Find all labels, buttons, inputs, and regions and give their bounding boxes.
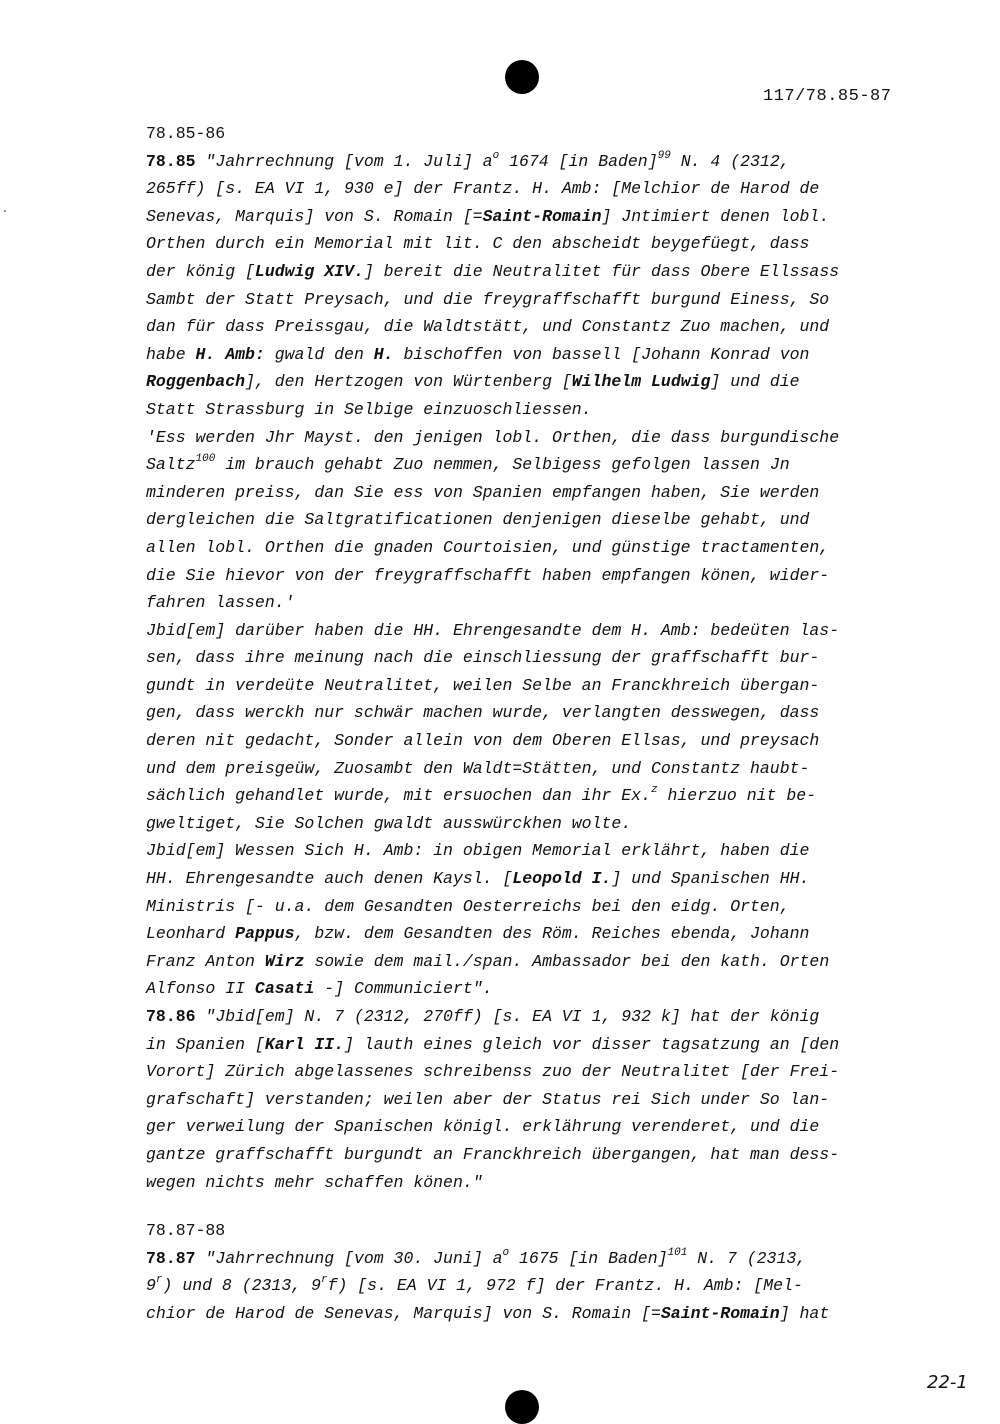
punch-hole-top [505, 60, 539, 94]
name-emphasis: Wilhelm Ludwig [571, 372, 711, 392]
entry-78-85-line-26: Jbid[em] Wessen Sich H. Amb: in obigen Memorial erklährt, haben die [146, 841, 810, 861]
entry-78-85-line-7: dan für dass Preissgau, die Waldtstätt, und Constantz Zuo machen, und [146, 317, 830, 337]
footnote-ref: 99 [657, 149, 671, 162]
section-78-87-88 [146, 1217, 916, 1327]
entry-78-85-line-18: Jbid[em] darüber haben die HH. Ehrengesandte dem H. Amb: bedeüten las- [146, 620, 840, 640]
name-emphasis: Wirz [264, 951, 305, 971]
entry-78-85-line-24: sächlich gehandlet wurde, mit ersuochen dan ihr Ex.$^z$ hierzuo nit be- [146, 784, 817, 806]
entry-78-86-line-7: wegen nichts mehr schaffen könen." [146, 1172, 483, 1192]
name-emphasis: Pappus [235, 924, 295, 944]
entry-78-85-line-30: Franz Anton Wirz sowie dem mail./span. Ambassador bei den kath. Orten [146, 951, 830, 971]
entry-78-85-line-13: minderen preiss, dan Sie ess von Spanien empfangen haben, Sie werden [146, 482, 820, 502]
entry-78-85-line-10: Statt Strassburg in Selbige einzuoschliessen. [146, 399, 592, 419]
entry-78-87-line-3: chior de Harod de Senevas, Marquis] von S. Romain [=Saint-Romain] hat [146, 1303, 830, 1323]
entry-78-85-line-22: deren nit gedacht, Sonder allein von dem Oberen Ellsas, und preysach [146, 731, 820, 751]
name-emphasis: Saint-Romain [660, 1303, 780, 1323]
entry-78-85-line-15: allen lobl. Orthen die gnaden Courtoisien, und günstige tractamenten, [146, 537, 830, 557]
name-emphasis: Leopold I. [512, 869, 612, 889]
handwritten-sheet-number: 22-1 [927, 1372, 968, 1393]
document-reference: 117/78.85-87 [763, 87, 892, 106]
entry-78-87-line-1: 78.87 "Jahrrechnung [vom 30. Juni] $a^o$ 1675 [in Baden]$^{101}$ N. 7 (2313, [146, 1246, 807, 1268]
section-range: 78.87-88 [146, 1221, 226, 1240]
entry-78-86-line-4: grafschaft] verstanden; weilen aber der Status rei Sich under So lan- [146, 1089, 830, 1109]
entry-78-85-line-28: Ministris [- u.a. dem Gesandten Oesterreichs bei den eidg. Orten, [146, 896, 790, 916]
entry-78-85-line-27: HH. Ehrengesandte auch denen Kaysl. [Leopold I.] und Spanischen HH. [146, 869, 810, 889]
entry-78-85-line-25: gweltiget, Sie Solchen gwaldt ausswürckhen wolte. [146, 813, 632, 833]
entry-78-85-line-1: 78.85 "Jahrrechnung [vom 1. Juli] $a^o$ 1674 [in Baden]$^{99}$ N. 4 (2312, [146, 149, 790, 171]
entry-78-85-line-31: Alfonso II Casati -] Communiciert". [146, 979, 493, 999]
entry-78-85-line-9: Roggenbach], den Hertzogen von Würtenberg [Wilhelm Ludwig] und die [146, 372, 800, 392]
scan-speck [4, 210, 6, 212]
name-emphasis: Ludwig XIV. [254, 261, 364, 281]
entry-78-87-line-2: 9$^r$) und 8 (2313, 9$^r$f) [s. EA VI 1, 972 f] der Frantz. H. Amb: [Mel- [146, 1274, 803, 1296]
entry-78-86-line-5: ger verweilung der Spanischen königl. erklährung verenderet, und die [146, 1117, 820, 1137]
punch-hole-bottom [505, 1390, 539, 1424]
section-78-85-86 [146, 120, 916, 1196]
entry-78-85-line-14: dergleichen die Saltgratificationen denjenigen dieselbe gehabt, und [146, 510, 810, 530]
entry-78-85-line-20: gundt in verdeüte Neutralitet, weilen Selbe an Franckhreich übergan- [146, 675, 820, 695]
entry-78-85-line-16: die Sie hievor von der freygraffschafft haben empfangen könen, wider- [146, 565, 830, 585]
entry-78-86-line-6: gantze graffschafft burgundt an Franckhreich übergangen, hat man dess- [146, 1144, 840, 1164]
entry-78-86-line-3: Vorort] Zürich abgelassenes schreibenss zuo der Neutralitet [der Frei- [146, 1062, 840, 1082]
entry-78-85-line-11: 'Ess werden Jhr Mayst. den jenigen lobl. Orthen, die dass burgundische [146, 427, 840, 447]
entry-78-85-line-3: Senevas, Marquis] von S. Romain [=Saint-Romain] Jntimiert denen lobl. [146, 206, 830, 226]
name-emphasis: Casati [254, 979, 315, 999]
entry-number: 78.86 [146, 1007, 196, 1026]
entry-78-86-line-1: 78.86 "Jbid[em] N. 7 (2312, 270ff) [s. EA VI 1, 932 k] hat der könig [146, 1007, 820, 1026]
entry-78-85-line-17: fahren lassen.' [146, 593, 295, 613]
entry-number: 78.85 [146, 151, 196, 171]
name-emphasis: Karl II. [264, 1034, 345, 1054]
entry-78-86-line-2: in Spanien [Karl II.] lauth eines gleich vor disser tagsatzung an [den [146, 1034, 840, 1054]
entry-78-85-line-8: habe H. Amb: gwald den H. bischoffen von bassell [Johann Konrad von [146, 344, 810, 364]
entry-78-85-line-29: Leonhard Pappus, bzw. dem Gesandten des Röm. Reiches ebenda, Johann [146, 924, 810, 944]
entry-78-85-line-12: Saltz$^{100}$ im brauch gehabt Zuo nemmen, Selbigess gefolgen lassen Jn [146, 453, 790, 475]
name-emphasis: Saint-Romain [482, 206, 602, 226]
entry-78-85-line-5: der könig [Ludwig XIV.] bereit die Neutralitet für dass Obere Ellssass [146, 261, 840, 281]
footnote-ref: 100 [195, 453, 216, 466]
entry-78-85-line-4: Orthen durch ein Memorial mit lit. C den abscheidt beygefüegt, dass [146, 234, 810, 254]
entry-78-85-line-6: Sambt der Statt Preysach, und die freygraffschafft burgund Einess, So [146, 289, 830, 309]
entry-78-85-line-23: und dem preisgeüw, Zuosambt den Waldt=Stätten, und Constantz haubt- [146, 758, 810, 778]
entry-78-85-line-21: gen, dass werckh nur schwär machen wurde, verlangten desswegen, dass [146, 703, 820, 723]
entry-number: 78.87 [146, 1248, 196, 1268]
footnote-ref: 101 [667, 1246, 688, 1259]
section-range: 78.85-86 [146, 124, 226, 143]
name-emphasis: Roggenbach [146, 372, 246, 392]
entry-78-85-line-2: 265ff) [s. EA VI 1, 930 e] der Frantz. H. Amb: [Melchior de Harod de [146, 179, 820, 199]
entry-78-85-line-19: sen, dass ihre meinung nach die einschliessung der graffschafft bur- [146, 648, 820, 668]
